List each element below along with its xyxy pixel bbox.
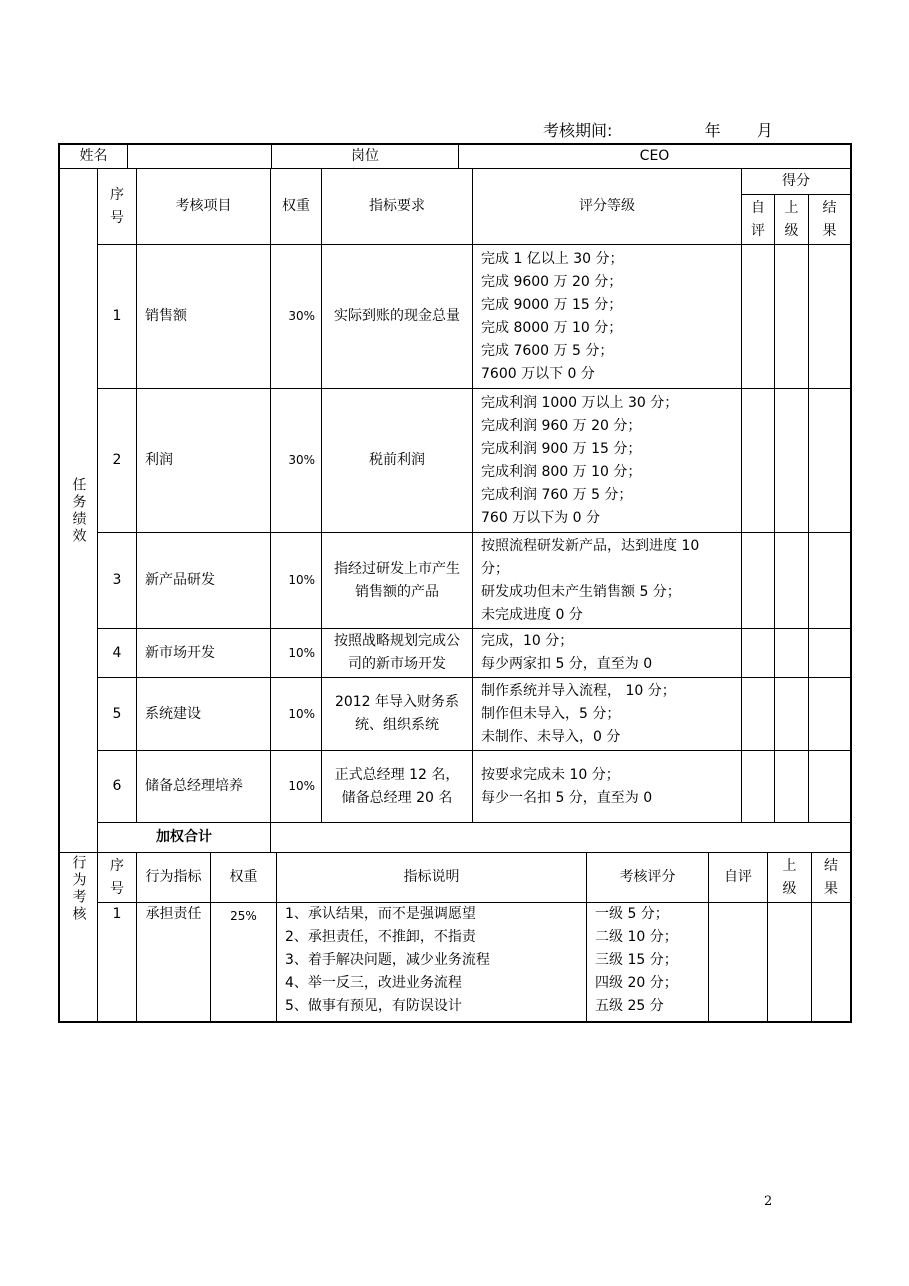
row1-requirement: 实际到账的现金总量 <box>334 308 460 324</box>
position-value[interactable]: CEO <box>639 148 670 164</box>
row6-item: 储备总经理培养 <box>145 778 243 794</box>
header-requirement: 指标要求 <box>369 198 425 214</box>
behavior-header-indicator: 行为指标 <box>145 869 202 885</box>
header-item: 考核项目 <box>175 198 232 214</box>
row4-seq: 4 <box>112 644 122 661</box>
behavior-header-rating: 考核评分 <box>619 869 676 885</box>
behavior-header-superior: 上级 <box>782 857 797 897</box>
header-weight: 权重 <box>282 198 310 214</box>
behavior-header-result: 结果 <box>824 857 838 897</box>
row3-requirement: 指经过研发上市产生销售额的产品 <box>334 560 460 600</box>
year-label: 年 <box>704 121 721 140</box>
period-line <box>543 118 773 141</box>
header-score: 得分 <box>782 173 810 189</box>
row5-grading: 制作系统并导入流程， 10 分； 制作但未导入，5 分； 未制作、未导入，0 分 <box>481 682 676 745</box>
behavior-header-self: 自评 <box>724 869 752 885</box>
row1-weight: 30% <box>288 309 315 323</box>
behavior-row1-rating: 一级 5 分； 二级 10 分； 三级 15 分； 四级 20 分； 五级 25 分 <box>595 906 678 1014</box>
row4-weight: 10% <box>288 645 315 660</box>
row6-seq: 6 <box>112 778 122 794</box>
weighted-total-value[interactable] <box>271 823 850 852</box>
task-section-label: 任务绩效 <box>70 476 87 545</box>
row1-grading: 完成 1 亿以上 30 分； 完成 9600 万 20 分； 完成 9000 万 15 分； 完成 8000 万 10 分； 完成 7600 万 5 分； 7600 万以下 0 分 <box>481 250 624 382</box>
name-value[interactable] <box>128 145 271 168</box>
header-result: 结果 <box>822 199 837 239</box>
row4-grading: 完成，10 分； 每少两家扣 5 分，直至为 0 <box>481 633 653 672</box>
row3-weight: 10% <box>288 573 315 587</box>
row4-item: 新市场开发 <box>145 644 215 661</box>
behavior-row1-weight: 25% <box>230 909 257 923</box>
row1-seq: 1 <box>112 308 122 324</box>
row6-weight: 10% <box>288 779 315 793</box>
header-self: 自评 <box>751 199 765 239</box>
name-label: 姓名 <box>79 148 108 164</box>
row1-item: 销售额 <box>145 308 187 324</box>
row3-grading: 按照流程研发新产品，达到进度 10 分； 研发成功但未产生销售额 5 分； 未完成进度 0 分 <box>481 537 700 623</box>
row4-requirement: 按照战略规划完成公司的新市场开发 <box>334 633 460 672</box>
page-number: 2 <box>764 1194 773 1209</box>
row2-seq: 2 <box>112 452 122 468</box>
behavior-row1-indicator: 承担责任 <box>145 906 202 922</box>
row2-grading: 完成利润 1000 万以上 30 分； 完成利润 960 万 20 分； 完成利润 900 万 15 分； 完成利润 800 万 10 分； 完成利润 760 万 5 分； 760 万以下为 0 分 <box>481 394 679 526</box>
behavior-header-description: 指标说明 <box>403 869 460 885</box>
row5-seq: 5 <box>112 705 122 722</box>
period-label: 考核期间: <box>543 121 613 140</box>
row5-item: 系统建设 <box>145 705 201 722</box>
month-label: 月 <box>756 121 773 140</box>
row2-requirement: 税前利润 <box>369 452 425 468</box>
row5-requirement: 2012 年导入财务系统、组织系统 <box>334 694 460 733</box>
position-label: 岗位 <box>351 148 379 164</box>
behavior-section-label: 行为考核 <box>70 855 87 923</box>
behavior-row1-seq: 1 <box>112 906 122 922</box>
header-grading: 评分等级 <box>579 198 635 214</box>
header-seq: 序号 <box>110 186 124 226</box>
row6-requirement: 正式总经理 12 名，储备总经理 20 名 <box>334 766 460 806</box>
behavior-row1-description: 1、承认结果，而不是强调愿望 2、承担责任，不推卸，不指责 3、着手解决问题，减少业务流程 4、举一反三，改进业务流程 5、做事有预见，有防误设计 <box>285 906 490 1014</box>
weighted-total-label: 加权合计 <box>156 829 212 845</box>
row6-grading: 按要求完成未 10 分； 每少一名扣 5 分，直至为 0 <box>481 766 653 806</box>
row3-item: 新产品研发 <box>145 572 215 588</box>
row2-item: 利润 <box>145 452 173 468</box>
behavior-header-seq: 序号 <box>110 857 124 897</box>
row5-weight: 10% <box>288 706 315 721</box>
header-superior: 上级 <box>784 199 799 239</box>
behavior-header-weight: 权重 <box>229 869 258 885</box>
row3-seq: 3 <box>112 572 122 588</box>
row2-weight: 30% <box>288 453 315 467</box>
